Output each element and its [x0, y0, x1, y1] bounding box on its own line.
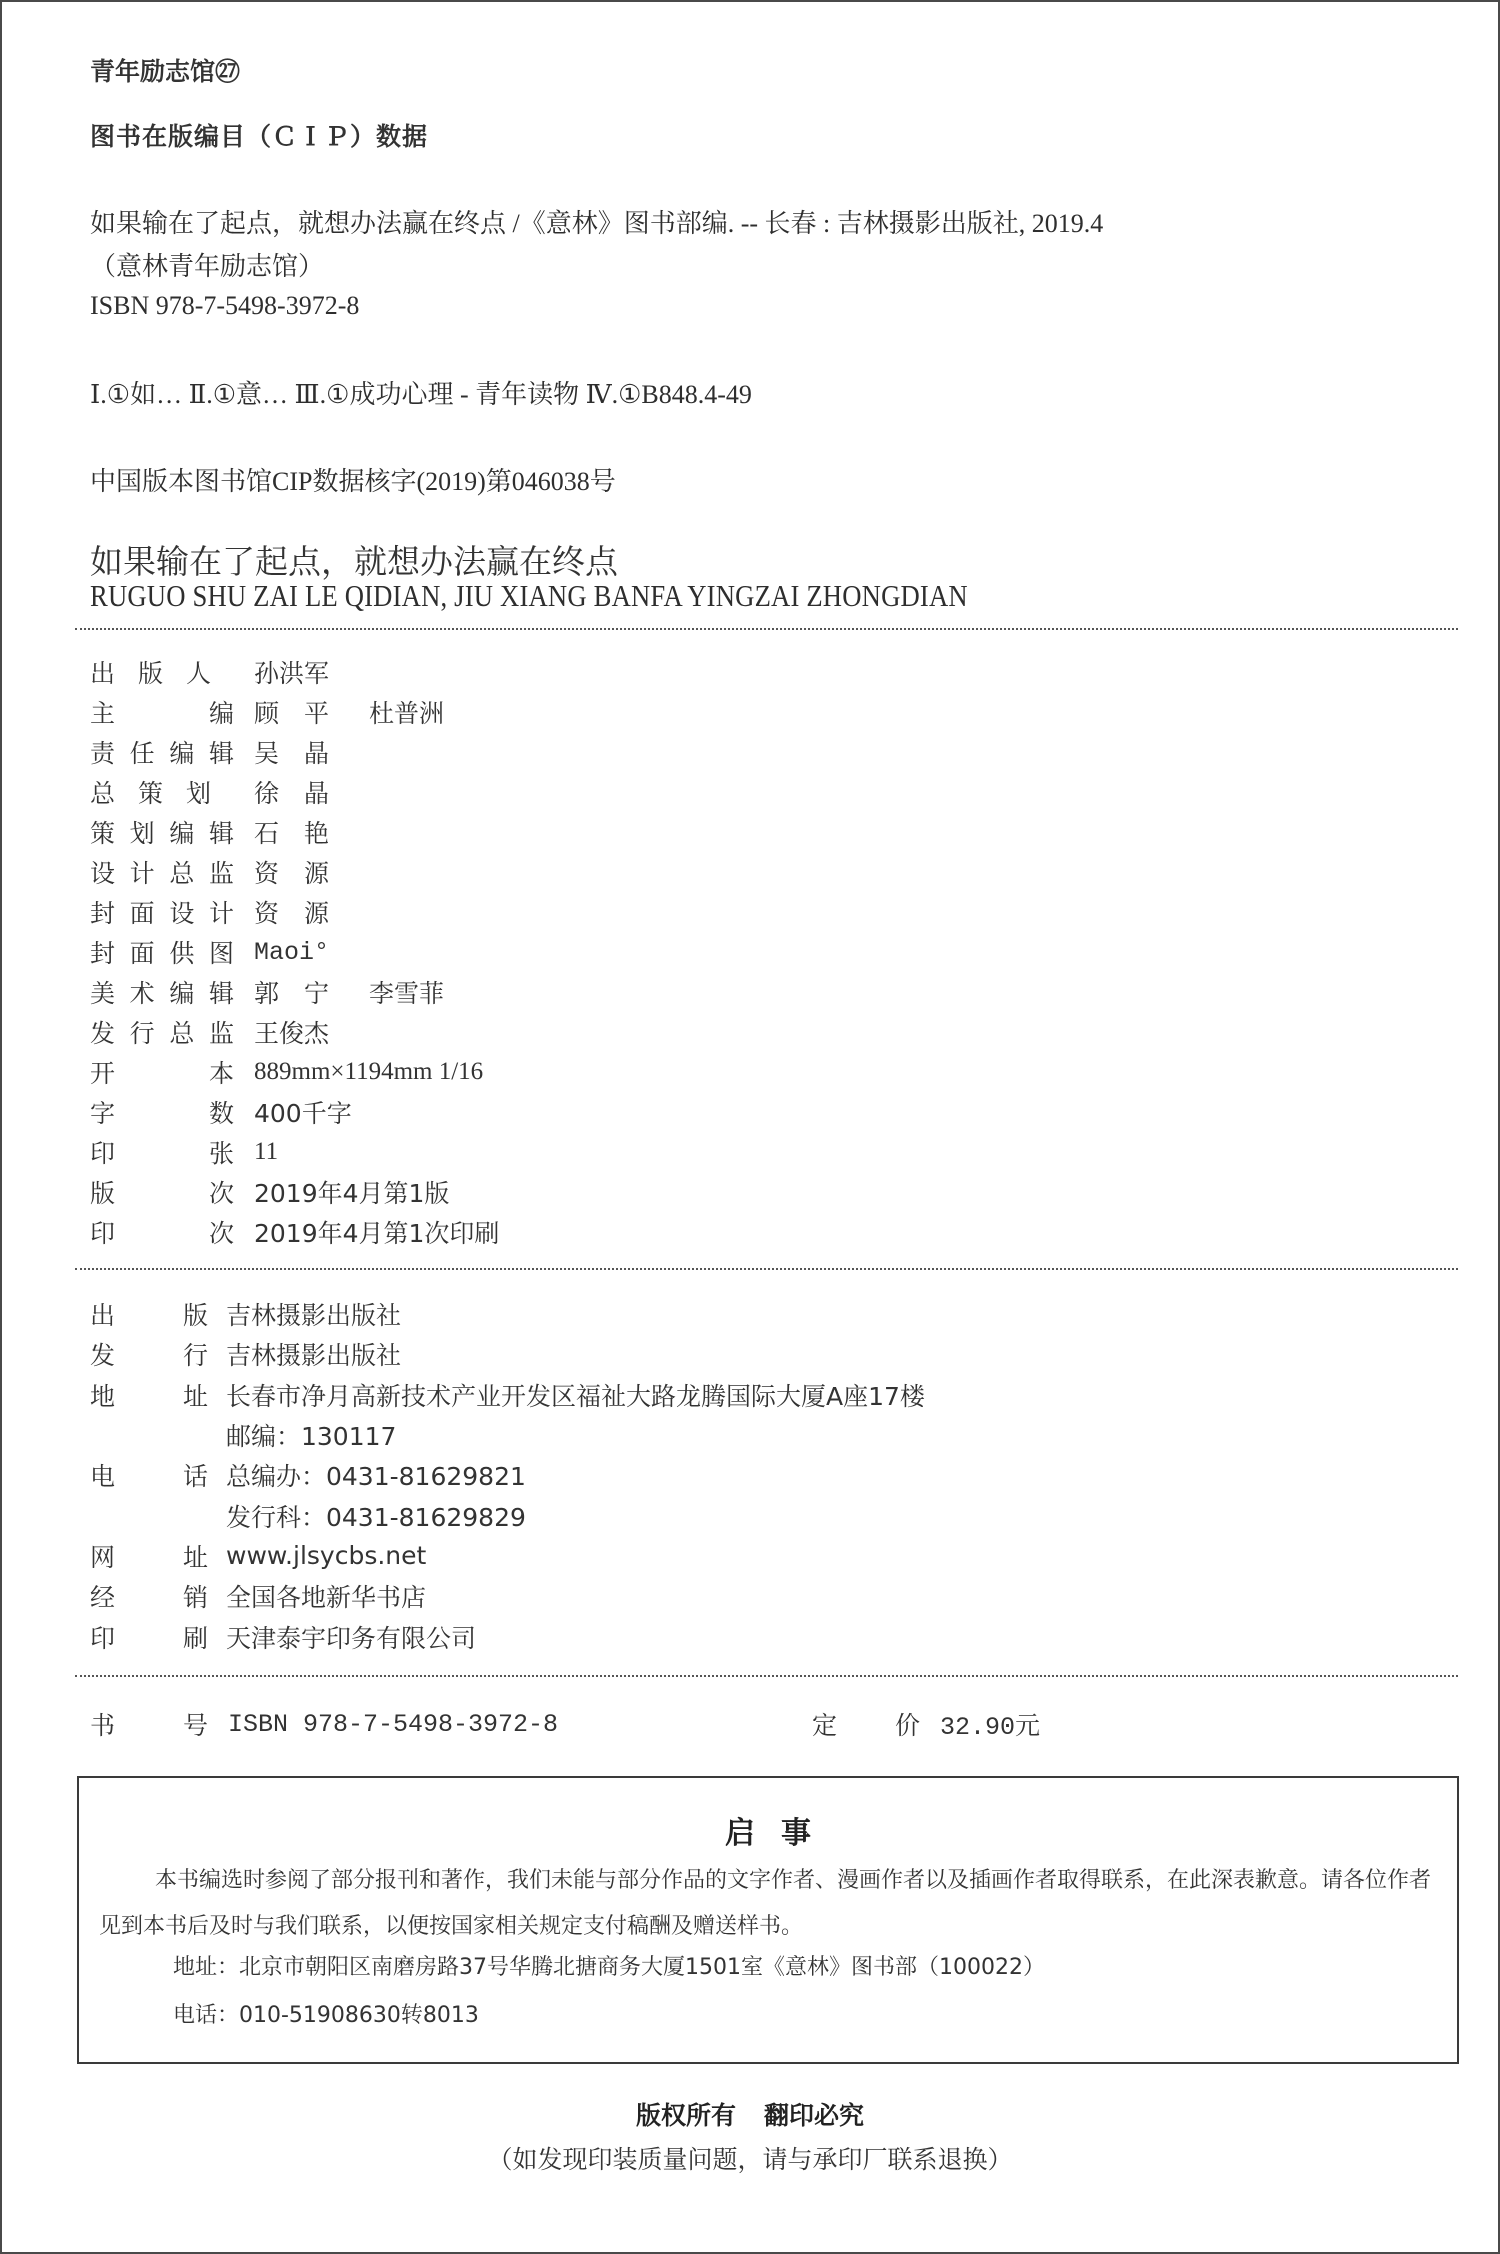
credit-label: 封 面 设 计 [90, 899, 234, 928]
isbn-row [90, 1706, 558, 1742]
credit-label: 印 张 [90, 1139, 234, 1168]
credit-row [90, 1052, 539, 1092]
credit-row [90, 772, 539, 812]
credit-row [90, 852, 539, 892]
credit-value: 2019年4月第1版 [254, 1179, 450, 1208]
credit-value: 400千字 [254, 1099, 352, 1128]
divider [75, 1675, 1458, 1677]
credit-row [90, 1012, 539, 1052]
price-value: 32.90元 [940, 1713, 1041, 1742]
credit-value: 资 源 [254, 859, 330, 888]
isbn-label: 书 号 [90, 1711, 208, 1740]
publisher-row [90, 1576, 925, 1616]
credit-value: 徐 晶 [254, 779, 330, 808]
credit-row [90, 932, 539, 972]
publisher-row [90, 1536, 925, 1576]
notice-box [77, 1776, 1459, 2064]
isbn-value: ISBN 978-7-5498-3972-8 [228, 1709, 559, 1739]
publisher-row [90, 1375, 925, 1415]
credit-value: 石 艳 [254, 819, 330, 848]
cip-isbn-line: ISBN 978-7-5498-3972-8 [90, 291, 360, 320]
credit-value: Maoi° [254, 937, 330, 967]
book-title-pinyin: RUGUO SHU ZAI LE QIDIAN, JIU XIANG BANFA YINGZAI ZHONGDIAN [90, 578, 968, 613]
credit-row [90, 972, 539, 1012]
publisher-info-list [90, 1294, 925, 1657]
credit-value: 王俊杰 [254, 1019, 330, 1048]
notice-paragraph: 本书编选时参阅了部分报刊和著作，我们未能与部分作品的文字作者、漫画作者以及插画作者取得联系，在此深表歉意。请各位作者见到本书后及时与我们联系，以便按国家相关规定支付稿酬及赠送样书。 [99, 1868, 1432, 1939]
publisher-row [90, 1415, 925, 1455]
cip-number: 中国版本图书馆CIP数据核字(2019)第046038号 [90, 467, 616, 496]
credit-row [90, 692, 539, 732]
credit-value: 郭 宁 李雪菲 [254, 979, 445, 1008]
cip-title-line: 如果输在了起点，就想办法赢在终点 /《意林》图书部编. -- 长春 : 吉林摄影出版社, 2019.4 [90, 209, 1104, 238]
publisher-postcode: 邮编：130117 [226, 1422, 397, 1452]
publisher-address: 长春市净月高新技术产业开发区福祉大路龙腾国际大厦A座17楼 [226, 1381, 925, 1411]
cip-classification: Ⅰ.①如… Ⅱ.①意… Ⅲ.①成功心理 - 青年读物 Ⅳ.①B848.4-49 [90, 380, 752, 409]
credit-label: 总 策 划 [90, 779, 212, 808]
credit-label: 出 版 人 [90, 659, 212, 688]
copyright-right: 翻印必究 [764, 2101, 865, 2130]
notice-title: 启事 [725, 1816, 837, 1851]
credit-label: 字 数 [90, 1099, 234, 1128]
publisher-row [90, 1495, 925, 1535]
publisher-value: 全国各地新华书店 [226, 1583, 427, 1613]
credit-row [90, 732, 539, 772]
publisher-label: 电 话 [90, 1462, 208, 1492]
publisher-row [90, 1616, 925, 1656]
publisher-row [90, 1455, 925, 1495]
credit-row [90, 892, 539, 932]
notice-phone: 电话：010-51908630转8013 [173, 2003, 479, 2028]
publisher-phone-distribution: 发行科：0431-81629829 [226, 1502, 526, 1532]
publisher-phone-editorial: 总编办：0431-81629821 [226, 1462, 526, 1492]
publisher-label: 发 行 [90, 1341, 208, 1371]
copyright-notice [0, 2096, 1500, 2132]
credit-label: 印 次 [90, 1219, 234, 1248]
credit-label: 封 面 供 图 [90, 939, 234, 968]
credit-value: 孙洪军 [254, 659, 330, 688]
credit-value: 2019年4月第1次印刷 [254, 1219, 500, 1248]
copyright-left: 版权所有 [635, 2101, 736, 2130]
divider [75, 628, 1458, 630]
publisher-label: 出 版 [90, 1301, 208, 1331]
publisher-value: 天津泰宇印务有限公司 [226, 1623, 477, 1653]
publisher-website: www.jlsycbs.net [226, 1541, 427, 1571]
credit-row [90, 812, 539, 852]
credit-label: 策 划 编 辑 [90, 819, 234, 848]
credit-value: 资 源 [254, 899, 330, 928]
notice-address: 地址：北京市朝阳区南磨房路37号华腾北搪商务大厦1501室《意林》图书部（100022） [173, 1955, 1045, 1980]
publisher-label: 网 址 [90, 1542, 208, 1572]
credit-row [90, 1172, 539, 1212]
credit-value: 吴 晶 [254, 739, 330, 768]
credit-row [90, 1092, 539, 1132]
credit-label: 发 行 总 监 [90, 1019, 234, 1048]
cip-heading: 图书在版编目（ＣＩＰ）数据 [90, 122, 429, 151]
credit-label: 主 编 [90, 699, 234, 728]
divider [75, 1268, 1458, 1270]
credit-label: 设 计 总 监 [90, 859, 234, 888]
cip-series-line: （意林青年励志馆） [90, 252, 325, 281]
publisher-value: 吉林摄影出版社 [226, 1341, 402, 1371]
credit-row [90, 652, 539, 692]
credits-list [90, 652, 539, 1252]
publisher-label: 印 刷 [90, 1623, 208, 1653]
publisher-value: 吉林摄影出版社 [226, 1301, 402, 1331]
credit-label: 责 任 编 辑 [90, 739, 234, 768]
credit-label: 开 本 [90, 1059, 234, 1088]
series-title: 青年励志馆㉗ [90, 57, 241, 86]
credit-value: 11 [254, 1138, 279, 1165]
book-title-chinese: 如果输在了起点，就想办法赢在终点 [90, 542, 618, 581]
publisher-row [90, 1294, 925, 1334]
quality-note: （如发现印装质量问题，请与承印厂联系退换） [487, 2145, 1013, 2174]
price-label: 定 价 [812, 1711, 920, 1740]
credit-label: 美 术 编 辑 [90, 979, 234, 1008]
publisher-label: 经 销 [90, 1583, 208, 1613]
credit-value: 顾 平 杜普洲 [254, 699, 445, 728]
credit-row [90, 1132, 539, 1172]
publisher-row [90, 1334, 925, 1374]
price-row [812, 1706, 1040, 1742]
credit-label: 版 次 [90, 1179, 234, 1208]
credit-value: 889mm×1194mm 1/16 [254, 1058, 484, 1085]
credit-row [90, 1212, 539, 1252]
publisher-label: 地 址 [90, 1381, 208, 1411]
